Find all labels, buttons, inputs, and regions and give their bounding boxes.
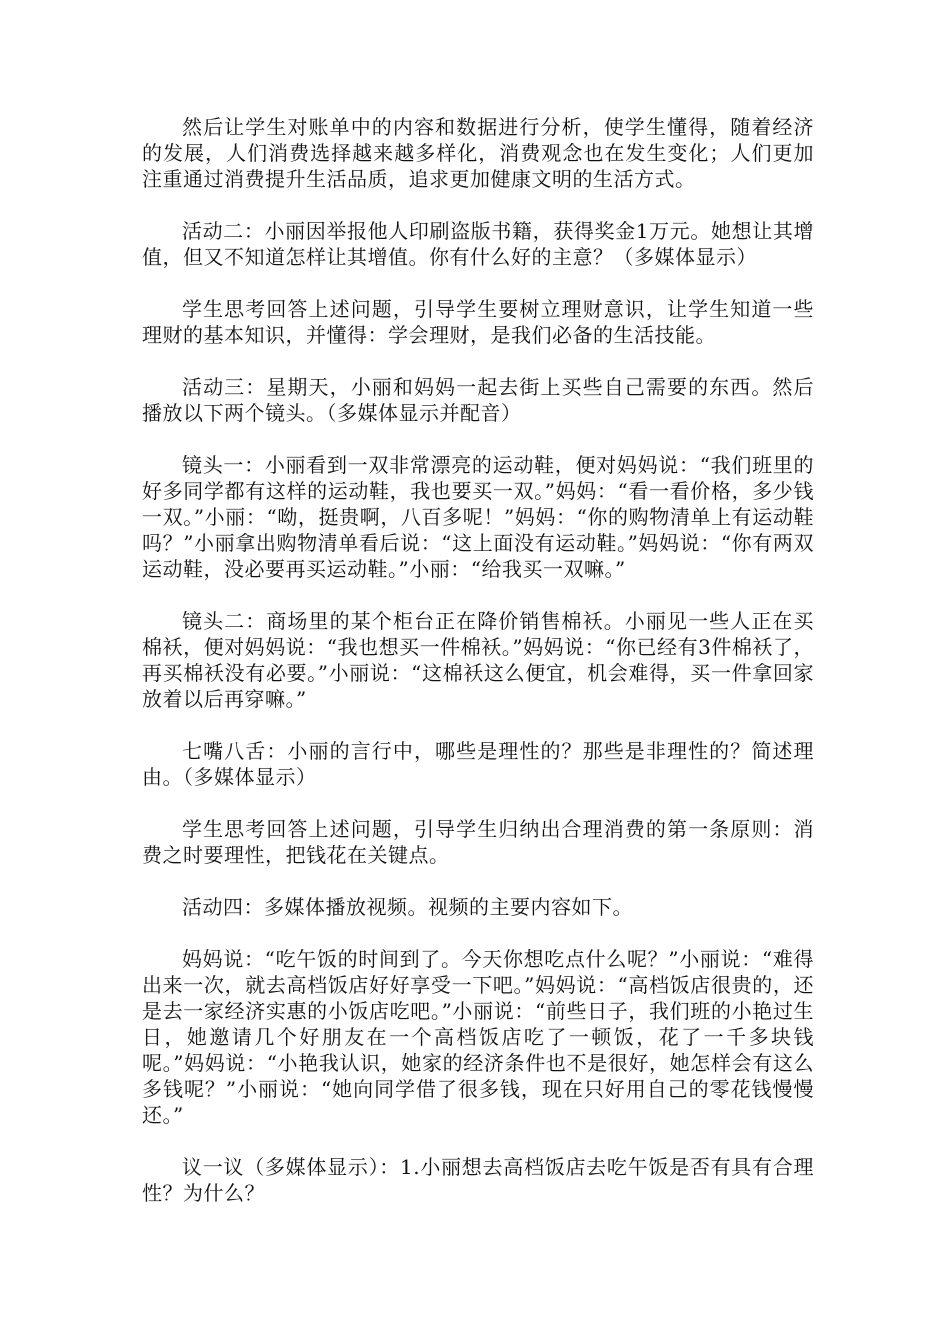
paragraph-first-principle: 学生思考回答上述问题，引导学生归纳出合理消费的第一条原则：消费之时要理性，把钱花在关键点。 (142, 817, 814, 867)
paragraph-activity-three: 活动三：星期天，小丽和妈妈一起去街上买些自己需要的东西。然后播放以下两个镜头。（多媒体显示并配音） (142, 375, 814, 425)
document-page (142, 114, 814, 1232)
paragraph-activity-four: 活动四：多媒体播放视频。视频的主要内容如下。 (182, 895, 633, 919)
paragraph-discuss-question: 议一议（多媒体显示）：1.小丽想去高档饭店去吃午饭是否有具有合理性？为什么？ (142, 1155, 814, 1205)
paragraph-video-dialogue: 妈妈说：“吃午饭的时间到了。今天你想吃点什么呢？”小丽说：“难得出来一次，就去高档饭店好好享受一下吧。”妈妈说：“高档饭店很贵的，还是去一家经济实惠的小饭店吃吧。”小丽说：“前些日子，我们班的小艳过生日，她邀请几个好朋友在一个高档饭店吃了一顿饭，花了一千多块钱呢。”妈妈说：“小艳我认识，她家的经济条件也不是很好，她怎样会有这么多钱呢？”小丽说：“她向同学借了很多钱，现在只好用自己的零花钱慢慢还。” (142, 947, 814, 1127)
paragraph-discussion: 七嘴八舌：小丽的言行中，哪些是理性的？那些是非理性的？简述理由。（多媒体显示） (142, 739, 814, 789)
paragraph-scene-one: 镜头一：小丽看到一双非常漂亮的运动鞋，便对妈妈说：“我们班里的好多同学都有这样的运动鞋，我也要买一双。”妈妈：“看一看价格，多少钱一双。”小丽：“呦，挺贵啊，八百多呢！”妈妈：“你的购物清单上有运动鞋吗？”小丽拿出购物清单看后说：“这上面没有运动鞋。”妈妈说：“你有两双运动鞋，没必要再买运动鞋。”小丽：“给我买一双嘛。” (142, 453, 814, 581)
paragraph-activity-two: 活动二：小丽因举报他人印刷盗版书籍，获得奖金1万元。她想让其增值，但又不知道怎样让其增值。你有什么好的主意？（多媒体显示） (142, 219, 814, 269)
paragraph-scene-two: 镜头二：商场里的某个柜台正在降价销售棉袄。小丽见一些人正在买棉袄，便对妈妈说：“我也想买一件棉袄。”妈妈说：“你已经有3件棉袄了，再买棉袄没有必要。”小丽说：“这棉袄这么便宜，机会难得，买一件拿回家放着以后再穿嘛。” (142, 609, 814, 711)
paragraph-bill-analysis: 然后让学生对账单中的内容和数据进行分析，使学生懂得，随着经济的发展，人们消费选择越来越多样化，消费观念也在发生变化；人们更加注重通过消费提升生活品质，追求更加健康文明的生活方式。 (142, 115, 814, 191)
paragraph-finance-awareness: 学生思考回答上述问题，引导学生要树立理财意识，让学生知道一些理财的基本知识，并懂得：学会理财，是我们必备的生活技能。 (142, 297, 814, 347)
